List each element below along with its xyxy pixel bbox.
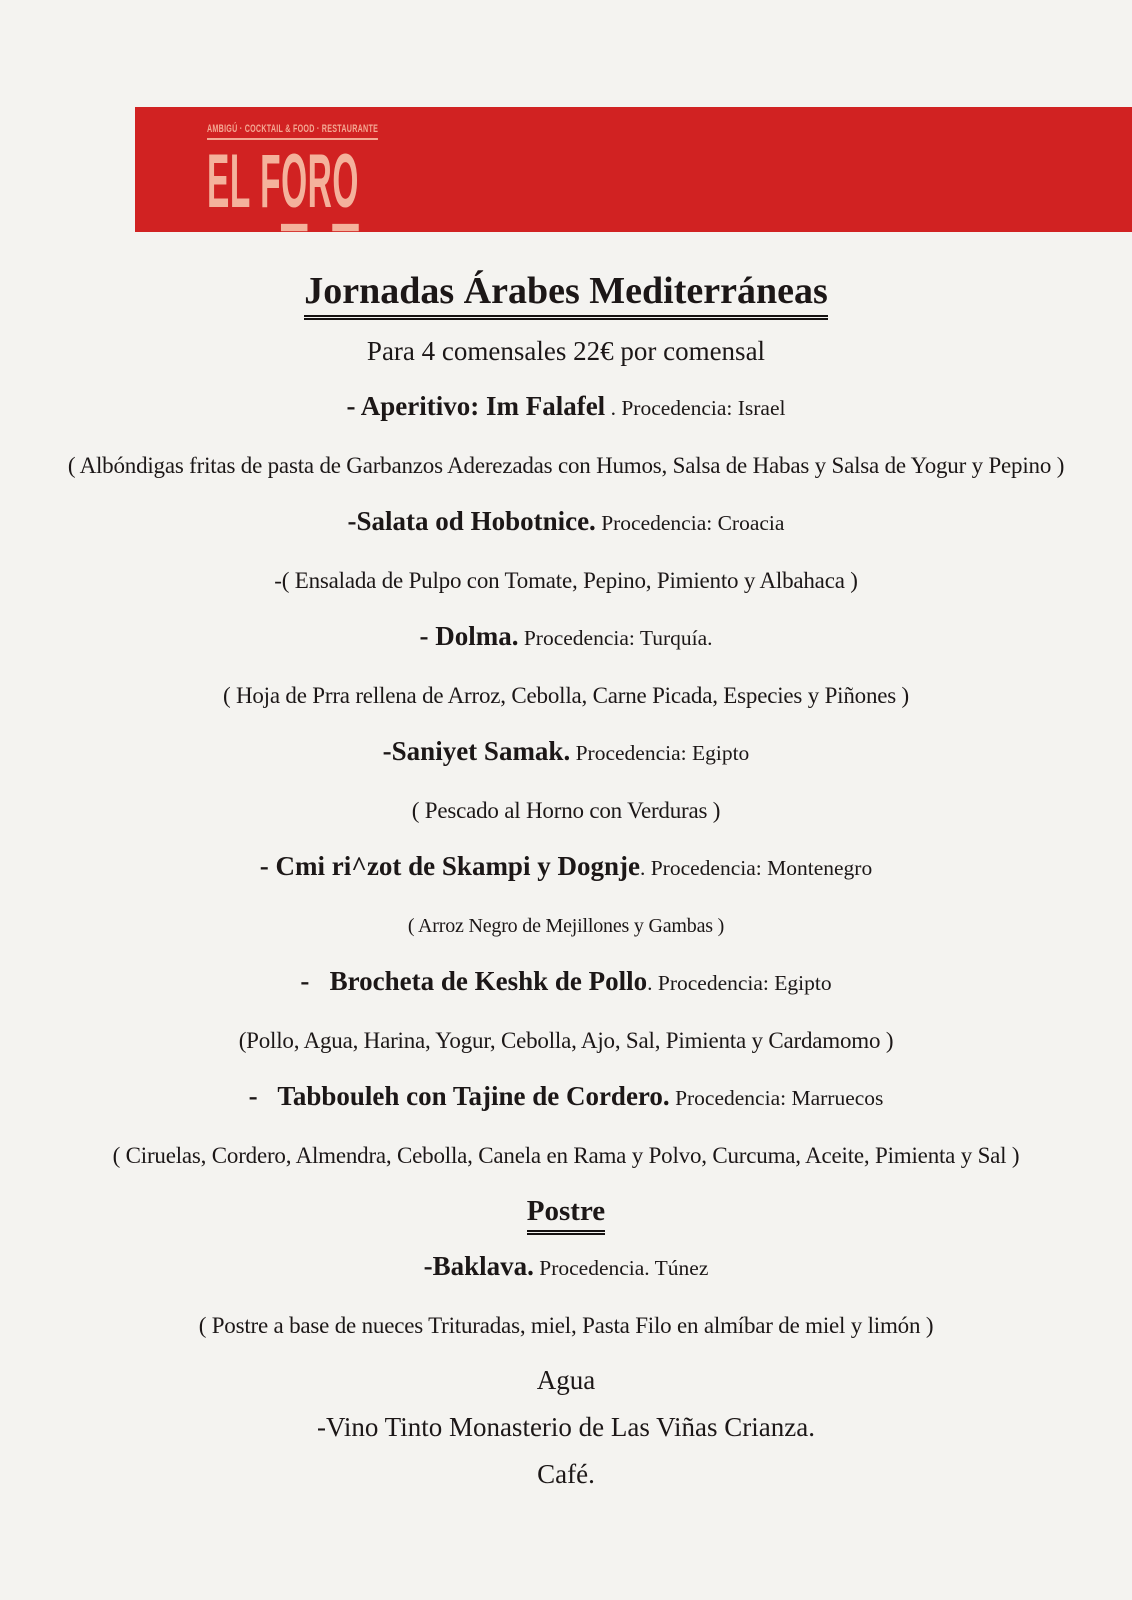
dish-name: - Tabbouleh con Tajine de Cordero. <box>248 1081 670 1111</box>
dish-description: ( Ciruelas, Cordero, Almendra, Cebolla, Canela en Rama y Polvo, Curcuma, Aceite, Pimienta y Sal ) <box>112 1143 1020 1168</box>
menu-content <box>0 268 1132 1505</box>
dish-origin: Procedencia: Montenegro <box>650 856 873 880</box>
dish-name: -Salata od Hobotnice. <box>347 506 596 536</box>
restaurant-logo <box>207 123 488 224</box>
dish-description: ( Albóndigas fritas de pasta de Garbanzos Aderezadas con Humos, Salsa de Habas y Salsa de Yogur y Pepino ) <box>67 453 1065 478</box>
dish-name: -Saniyet Samak. <box>382 736 571 766</box>
logo-part: EL F <box>207 139 282 224</box>
restaurant-logo-text <box>207 139 359 224</box>
dish-name: - Cmi ri^zot de Skampi y Dognje <box>259 851 640 881</box>
dessert-heading-text: Postre <box>527 1195 605 1235</box>
menu-title <box>0 268 1132 314</box>
dish-origin: Procedencia: Croacia <box>601 511 785 535</box>
dish-name: -Baklava. <box>423 1251 534 1281</box>
menu-title-text: Jornadas Árabes Mediterráneas <box>304 270 827 320</box>
menu-item-row <box>0 964 1132 1003</box>
dish-origin: Procedencia: Egipto <box>657 971 832 995</box>
logo-part: R <box>307 139 333 224</box>
dish-description: -( Ensalada de Pulpo con Tomate, Pepino, Pimiento y Albahaca ) <box>274 568 858 593</box>
dish-origin: Procedencia: Israel <box>621 396 786 420</box>
menu-item-row <box>0 849 1132 888</box>
drink-line: Agua <box>536 1365 596 1395</box>
drink-line: -Vino Tinto Monasterio de Las Viñas Crianza. <box>317 1412 815 1442</box>
menu-item-row <box>0 389 1132 428</box>
dish-description: (Pollo, Agua, Harina, Yogur, Cebolla, Ajo, Sal, Pimienta y Cardamomo ) <box>238 1028 894 1053</box>
dish-description: ( Arroz Negro de Mejillones y Gambas ) <box>407 915 725 937</box>
menu-item-row <box>0 619 1132 658</box>
logo-underlined-o: O <box>281 140 308 232</box>
dish-description: ( Postre a base de nueces Trituradas, miel, Pasta Filo en almíbar de miel y limón ) <box>198 1313 934 1338</box>
dish-description: ( Pescado al Horno con Verduras ) <box>411 798 721 823</box>
menu-item-row <box>0 504 1132 543</box>
dish-origin: Procedencia: Turquía. <box>523 626 713 650</box>
menu-subtitle: Para 4 comensales 22€ por comensal <box>366 336 766 366</box>
dish-separator: . <box>647 971 658 995</box>
drink-line: Café. <box>537 1459 595 1489</box>
restaurant-header-banner <box>135 107 1132 232</box>
dish-name: - Brocheta de Keshk de Pollo <box>300 966 648 996</box>
dish-description: ( Hoja de Prra rellena de Arroz, Cebolla, Carne Picada, Especies y Piñones ) <box>222 683 910 708</box>
dish-name: - Dolma. <box>419 621 519 651</box>
menu-item-row <box>0 1249 1132 1288</box>
dish-origin: Procedencia: Marruecos <box>675 1086 884 1110</box>
dish-origin: Procedencia: Egipto <box>575 741 750 765</box>
menu-item-row <box>0 1079 1132 1118</box>
dish-origin: Procedencia. Túnez <box>539 1256 709 1280</box>
dessert-heading <box>0 1194 1132 1228</box>
logo-underlined-o: O <box>332 140 359 232</box>
restaurant-tagline: AMBIGÚ · COCKTAIL & FOOD · RESTAURANTE <box>207 123 378 140</box>
dish-separator: . <box>639 856 651 880</box>
dish-name: - Aperitivo: Im Falafel <box>346 391 606 421</box>
menu-item-row <box>0 734 1132 773</box>
dish-separator: . <box>605 396 622 420</box>
